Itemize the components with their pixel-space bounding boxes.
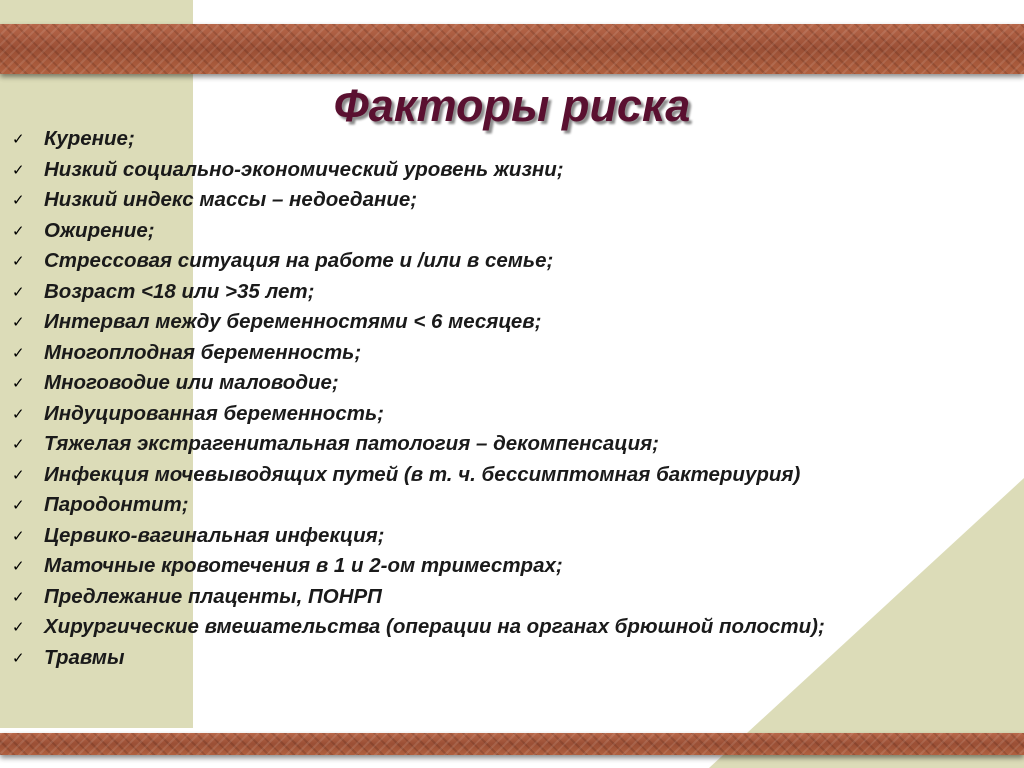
list-item <box>12 460 825 491</box>
list-item <box>12 521 825 552</box>
list-item-text: Ожирение; <box>44 218 155 242</box>
list-item <box>12 490 825 521</box>
check-mark-icon: ✓ <box>12 648 25 667</box>
list-item-text: Интервал между беременностями < 6 месяцев; <box>44 310 542 334</box>
list-item-text: Маточные кровотечения в 1 и 2-ом триместрах; <box>44 554 563 578</box>
slide-title: Факторы риска <box>333 80 691 131</box>
list-item <box>12 368 825 399</box>
list-item <box>12 277 825 308</box>
list-item-text: Травмы <box>44 645 125 669</box>
check-mark-icon: ✓ <box>12 343 25 362</box>
list-item-text: Инфекция мочевыводящих путей (в т. ч. бессимптомная бактериурия) <box>44 462 801 486</box>
check-mark-icon: ✓ <box>12 435 25 454</box>
list-item <box>12 155 825 186</box>
list-item <box>12 643 825 674</box>
list-item-text: Пародонтит; <box>44 493 189 517</box>
list-item <box>12 429 825 460</box>
check-mark-icon: ✓ <box>12 313 25 332</box>
check-mark-icon: ✓ <box>12 191 25 210</box>
check-mark-icon: ✓ <box>12 221 25 240</box>
check-mark-icon: ✓ <box>12 465 25 484</box>
check-mark-icon: ✓ <box>12 404 25 423</box>
list-item <box>12 185 825 216</box>
top-decor-band <box>0 24 1024 74</box>
list-item-text: Стрессовая ситуация на работе и /или в семье; <box>44 249 554 273</box>
list-item-text: Тяжелая экстрагенитальная патология – декомпенсация; <box>44 432 659 456</box>
list-item-text: Хирургические вмешательства (операции на органах брюшной полости); <box>44 615 825 639</box>
check-mark-icon: ✓ <box>12 557 25 576</box>
list-item <box>12 399 825 430</box>
check-mark-icon: ✓ <box>12 587 25 606</box>
check-mark-icon: ✓ <box>12 618 25 637</box>
list-item-text: Низкий индекс массы – недоедание; <box>44 188 418 212</box>
list-item-text: Предлежание плаценты, ПОНРП <box>44 584 382 608</box>
list-item <box>12 612 825 643</box>
list-item-text: Курение; <box>44 127 135 151</box>
list-item-text: Индуцированная беременность; <box>44 401 384 425</box>
list-item <box>12 338 825 369</box>
bottom-decor-band <box>0 733 1024 755</box>
risk-factor-list <box>12 124 825 673</box>
list-item-text: Возраст <18 или >35 лет; <box>44 279 315 303</box>
list-item-text: Многоплодная беременность; <box>44 340 362 364</box>
list-item-text: Многоводие или маловодие; <box>44 371 339 395</box>
check-mark-icon: ✓ <box>12 526 25 545</box>
list-item-text: Цервико-вагинальная инфекция; <box>44 523 385 547</box>
list-item <box>12 246 825 277</box>
check-mark-icon: ✓ <box>12 160 25 179</box>
list-item <box>12 582 825 613</box>
check-mark-icon: ✓ <box>12 282 25 301</box>
list-item-text: Низкий социально-экономический уровень жизни; <box>44 157 564 181</box>
list-item <box>12 124 825 155</box>
check-mark-icon: ✓ <box>12 252 25 271</box>
check-mark-icon: ✓ <box>12 374 25 393</box>
list-item <box>12 307 825 338</box>
list-item <box>12 551 825 582</box>
check-mark-icon: ✓ <box>12 496 25 515</box>
list-item <box>12 216 825 247</box>
check-mark-icon: ✓ <box>12 130 25 149</box>
